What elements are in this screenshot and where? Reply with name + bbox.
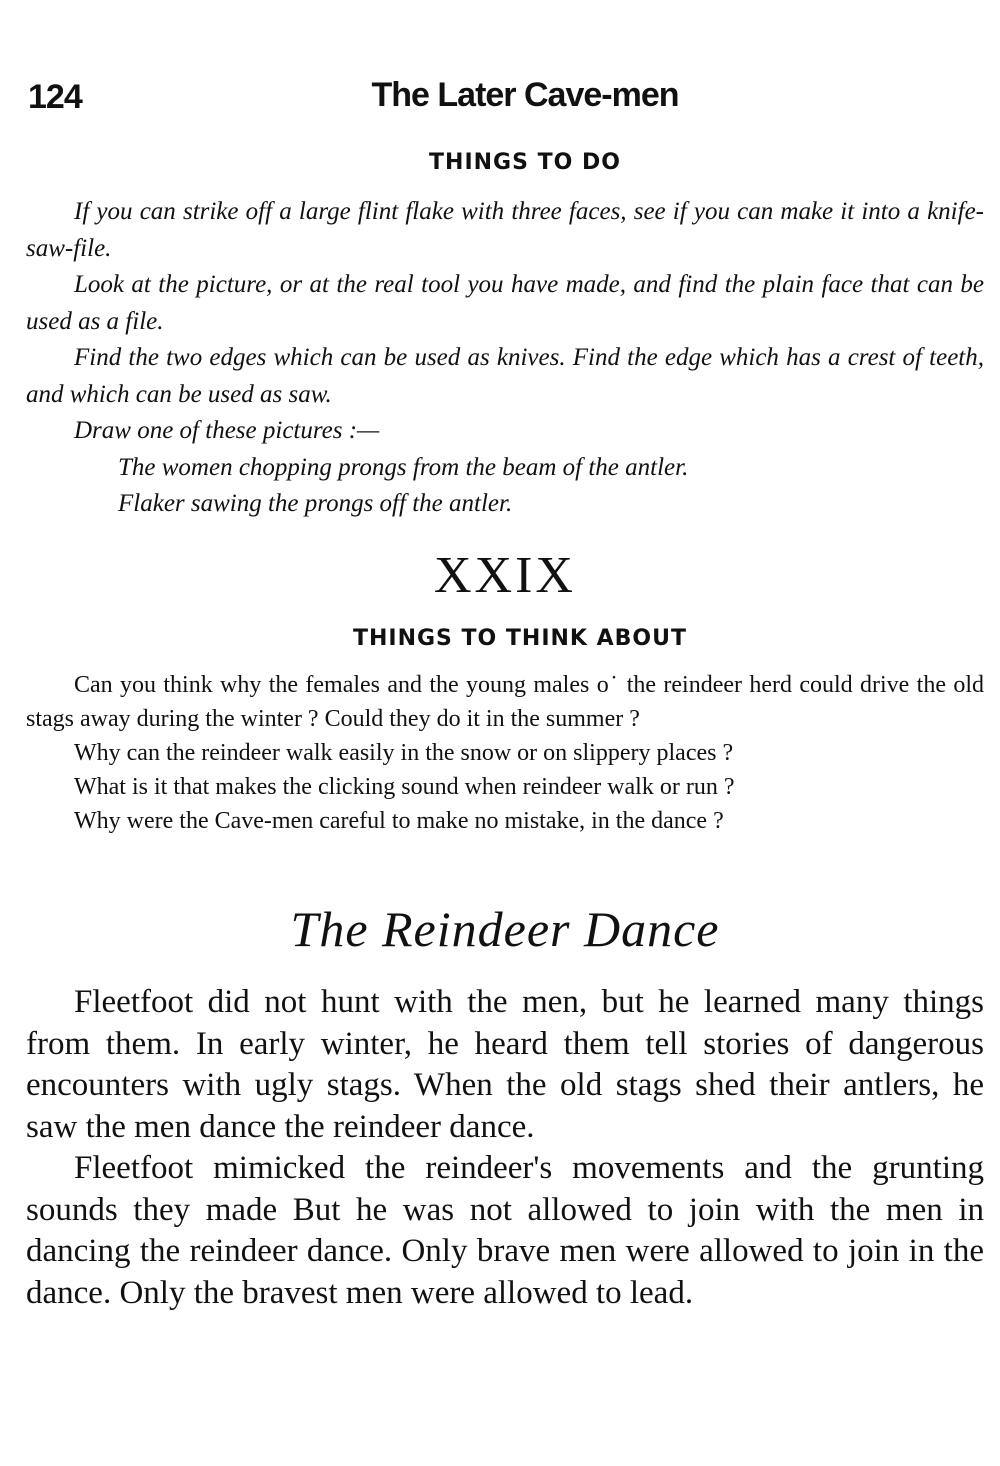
things-to-do-paragraph: If you can strike off a large flint flake with three faces, see if you can make it into a knife-saw-file.: [26, 198, 984, 262]
things-to-think-about-body: [26, 668, 984, 838]
things-to-do-heading: THINGS TO DO: [429, 150, 621, 175]
story-paragraph: Fleetfoot mimicked the reindeer's movements and the grunting sounds they made But he was not allowed to join with the men in dancing the reindeer dance. Only brave men were allowed to join in the dance. Only the bravest men were allowed to lead.: [26, 1150, 984, 1311]
story-body: [26, 982, 984, 1314]
page-header: [26, 74, 984, 130]
picture-option: The women chopping prongs from the beam of the antler.: [118, 453, 689, 481]
things-to-do-paragraph: Draw one of these pictures :—: [74, 417, 380, 444]
story-title: The Reindeer Dance: [290, 901, 720, 957]
things-to-do-body: [26, 194, 984, 523]
question: Why can the reindeer walk easily in the snow or on slippery places ?: [74, 740, 734, 766]
things-to-think-about-heading: THINGS TO THINK ABOUT: [352, 626, 688, 651]
question: Can you think why the females and the young males o˙ the reindeer herd could drive the old stags away during the winter ? Could they do it in the summer ?: [26, 672, 984, 732]
things-to-do-paragraph: Find the two edges which can be used as knives. Find the edge which has a crest of teeth, and which can be used as saw.: [26, 344, 984, 408]
chapter-numeral: XXIX: [434, 547, 576, 604]
question: Why were the Cave-men careful to make no mistake, in the dance ?: [74, 808, 724, 834]
story-paragraph: Fleetfoot did not hunt with the men, but he learned many things from them. In early winter, he heard them tell stories of dangerous encounters with ugly stags. When the old stags shed their antlers, he saw the men dance the reindeer dance.: [26, 984, 984, 1145]
picture-option: Flaker sawing the prongs off the antler.: [118, 490, 513, 517]
running-title: The Later Cave-men: [371, 76, 679, 114]
question: What is it that makes the clicking sound when reindeer walk or run ?: [74, 774, 735, 800]
page-number: 124: [28, 78, 82, 116]
things-to-do-paragraph: Look at the picture, or at the real tool you have made, and find the plain face that can be used as a file.: [26, 271, 984, 335]
